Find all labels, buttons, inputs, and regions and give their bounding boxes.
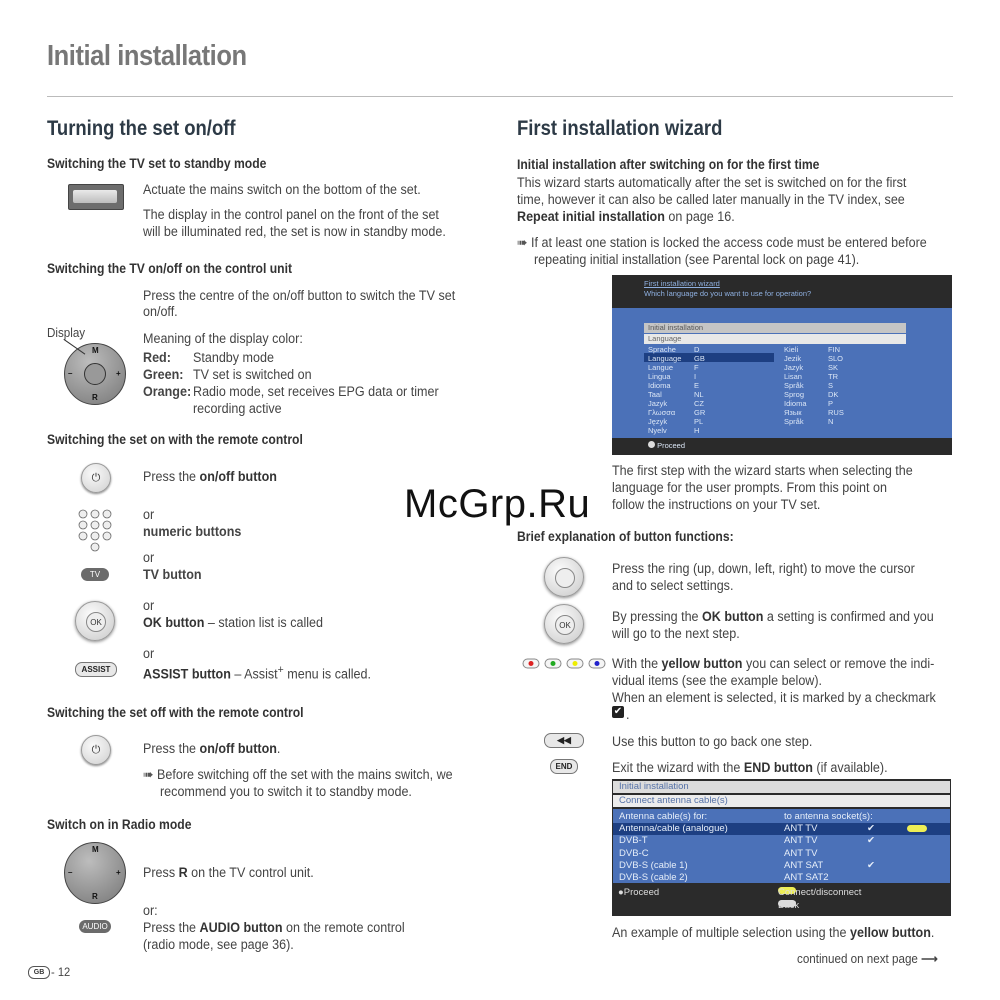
numeric-buttons-icon bbox=[77, 508, 113, 554]
assist-button-icon: ASSIST bbox=[75, 662, 117, 677]
yellow-text-b: vidual items (see the example below). bbox=[612, 673, 823, 688]
watermark: McGrp.Ru bbox=[404, 482, 591, 526]
language-entry[interactable]: D bbox=[694, 345, 700, 354]
language-entry[interactable]: Lisan bbox=[784, 372, 802, 381]
antenna-row[interactable]: DVB-T ANT TV ✔ bbox=[619, 835, 875, 847]
language-entry[interactable]: Jazyk bbox=[648, 399, 668, 408]
language-entry[interactable]: Språk bbox=[784, 417, 804, 426]
language-entry[interactable]: NL bbox=[694, 390, 704, 399]
screen2-proceed[interactable]: ● Proceed bbox=[618, 887, 660, 898]
yellow-text-c: When an element is selected, it is marked by a checkmark bbox=[612, 690, 936, 705]
example-caption: An example of multiple selection using the yellow button. bbox=[612, 925, 935, 940]
right-note-b: repeating initial installation (see Parental lock on page 41). bbox=[534, 252, 860, 267]
ok-ring-icon: OK bbox=[75, 601, 115, 641]
checkmark-icon: ✔ bbox=[867, 835, 875, 847]
checkmark-icon: ✔ bbox=[613, 706, 623, 717]
back-text: Use this button to go back one step. bbox=[612, 734, 813, 749]
standby-subheading: Switching the TV set to standby mode bbox=[47, 156, 267, 171]
screen2-sub: Connect antenna cable(s) bbox=[613, 795, 950, 807]
remote-on-subheading: Switching the set on with the remote control bbox=[47, 432, 303, 447]
checkmark-icon: ✔ bbox=[867, 859, 875, 871]
screen2-connect[interactable]: Connect/disconnect bbox=[778, 887, 862, 898]
screen1-box-sub: Language bbox=[644, 334, 906, 344]
red-label: Red: bbox=[143, 350, 171, 365]
tv-button-icon: TV bbox=[81, 568, 109, 581]
language-entry[interactable]: H bbox=[694, 426, 700, 435]
language-entry[interactable]: Idioma bbox=[648, 381, 671, 390]
green-label: Green: bbox=[143, 367, 184, 382]
antenna-row[interactable]: DVB-S (cable 2) ANT SAT2 bbox=[619, 872, 829, 884]
checkmark-icon: ✔ bbox=[867, 823, 875, 834]
antenna-row[interactable]: DVB-C ANT TV bbox=[619, 847, 818, 859]
right-sub1: Initial installation after switching on for the first time bbox=[517, 157, 820, 172]
language-entry[interactable]: I bbox=[694, 372, 697, 381]
language-entry[interactable]: TR bbox=[828, 372, 838, 381]
radio-audio-line: Press the AUDIO button on the remote control bbox=[143, 920, 405, 935]
language-entry[interactable]: GB bbox=[694, 354, 705, 363]
remote-off-press: Press the on/off button. bbox=[143, 741, 281, 756]
radio-press-r: Press R on the TV control unit. bbox=[143, 865, 314, 880]
right-p1b: time, however it can also be called later manually in the TV index, see bbox=[517, 192, 905, 207]
language-entry[interactable]: P bbox=[828, 399, 834, 408]
language-screen bbox=[612, 275, 952, 455]
title-rule bbox=[47, 96, 953, 97]
back-button-icon: ◀◀ bbox=[544, 733, 584, 748]
right-note-a: ➠ If at least one station is locked the access code must be entered before bbox=[517, 235, 927, 250]
radio-audio-line-b: (radio mode, see page 36). bbox=[143, 937, 294, 952]
control-unit-dial-icon: M R – + bbox=[64, 343, 126, 405]
standby-p2a: The display in the control panel on the front of the set bbox=[143, 207, 439, 222]
language-entry[interactable]: Lingua bbox=[648, 372, 671, 381]
right-p1a: This wizard starts automatically after the set is switched on for the first bbox=[517, 175, 907, 190]
right-p2a: The first step with the wizard starts when selecting the bbox=[612, 463, 913, 478]
yellow-text-a: With the yellow button you can select or remove the indi- bbox=[612, 656, 935, 671]
right-heading: First installation wizard bbox=[517, 117, 723, 140]
language-entry[interactable]: Sprog bbox=[784, 390, 805, 399]
remote-off-subheading: Switching the set off with the remote control bbox=[47, 705, 304, 720]
navigation-ring-icon bbox=[544, 557, 584, 597]
ok-button-line: OK button – station list is called bbox=[143, 615, 323, 630]
standby-p1: Actuate the mains switch on the bottom of the set. bbox=[143, 182, 421, 197]
control-p1a: Press the centre of the on/off button to switch the TV set bbox=[143, 288, 456, 303]
language-entry[interactable]: E bbox=[694, 381, 700, 390]
right-p2b: language for the user prompts. From this point on bbox=[612, 480, 887, 495]
yellow-text-d: . bbox=[626, 707, 630, 722]
language-entry[interactable]: PL bbox=[694, 417, 704, 426]
ring-text-a: Press the ring (up, down, left, right) to move the cursor bbox=[612, 561, 915, 576]
ok-button-icon: OK bbox=[544, 604, 584, 644]
antenna-row[interactable]: DVB-S (cable 1) ANT SAT ✔ bbox=[619, 859, 875, 871]
screen1-head2: Which language do you want to use for operation? bbox=[644, 289, 812, 298]
power-button-icon: ⏻ bbox=[81, 463, 111, 493]
language-entry[interactable]: SK bbox=[828, 363, 839, 372]
gb-badge: GB bbox=[28, 966, 50, 979]
tv-button-label: TV button bbox=[143, 567, 202, 582]
language-entry[interactable]: RUS bbox=[828, 408, 844, 417]
language-entry[interactable]: Jazyk bbox=[784, 363, 804, 372]
end-text: Exit the wizard with the END button (if available). bbox=[612, 760, 888, 775]
control-unit-subheading: Switching the TV on/off on the control unit bbox=[47, 261, 292, 276]
screen1-proceed[interactable]: Proceed bbox=[648, 441, 685, 450]
radio-or: or: bbox=[143, 903, 158, 918]
right-sub2: Brief explanation of button functions: bbox=[517, 529, 734, 544]
language-entry[interactable]: GR bbox=[694, 408, 706, 417]
ok-text-a: By pressing the OK button a setting is confirmed and you bbox=[612, 609, 934, 624]
language-entry[interactable]: Γλωσσα bbox=[648, 408, 676, 417]
antenna-row[interactable]: Antenna/cable (analogue) ANT TV ✔ bbox=[619, 823, 875, 834]
orange-label: Orange: bbox=[143, 384, 192, 399]
standby-p2b: will be illuminated red, the set is now in standby mode. bbox=[143, 224, 446, 239]
radio-subheading: Switch on in Radio mode bbox=[47, 817, 192, 832]
remote-off-note-b: recommend you to switch it to standby mode. bbox=[160, 784, 412, 799]
language-entry[interactable]: Sprache bbox=[648, 345, 676, 354]
continued-note: continued on next page ⟶ bbox=[797, 952, 938, 966]
language-entry[interactable]: DK bbox=[828, 390, 839, 399]
numeric-buttons-label: numeric buttons bbox=[143, 524, 242, 539]
language-entry[interactable]: N bbox=[828, 417, 834, 426]
language-entry[interactable]: CZ bbox=[694, 399, 704, 408]
end-button-icon: END bbox=[550, 759, 578, 774]
right-p2c: follow the instructions on your TV set. bbox=[612, 497, 821, 512]
or-4: or bbox=[143, 646, 155, 661]
language-entry[interactable]: Language bbox=[648, 354, 682, 363]
green-text: TV set is switched on bbox=[193, 367, 312, 382]
control-p1b: on/off. bbox=[143, 304, 178, 319]
language-entry[interactable]: Taal bbox=[648, 390, 662, 399]
screen2-header-row: Antenna cable(s) for: to antenna socket(s): bbox=[619, 811, 873, 822]
language-entry[interactable]: Langue bbox=[648, 363, 674, 372]
or-2: or bbox=[143, 550, 155, 565]
display-meaning: Meaning of the display color: bbox=[143, 331, 303, 346]
screen2-back[interactable]: Back bbox=[778, 900, 800, 911]
screen2-title: Initial installation bbox=[613, 781, 950, 793]
page-title: Initial installation bbox=[47, 40, 247, 72]
or-1: or bbox=[143, 507, 155, 522]
page-number: - 12 bbox=[51, 965, 71, 979]
assist-button-line: ASSIST button – Assist+ menu is called. bbox=[143, 664, 371, 682]
mains-switch-icon bbox=[68, 184, 124, 210]
display-label: Display bbox=[47, 326, 86, 340]
orange-text-b: recording active bbox=[193, 401, 282, 416]
language-entry[interactable]: Kieli bbox=[784, 345, 799, 354]
antenna-screen bbox=[612, 779, 951, 916]
remote-on-press: Press the on/off button bbox=[143, 469, 277, 484]
language-entry[interactable]: Språk bbox=[784, 381, 804, 390]
language-entry[interactable]: S bbox=[828, 381, 834, 390]
screen1-head1: First installation wizard bbox=[644, 279, 720, 288]
audio-button-icon: AUDIO bbox=[79, 920, 111, 933]
radio-dial-icon: M R – + bbox=[64, 842, 126, 904]
language-entry[interactable]: Język bbox=[648, 417, 668, 426]
orange-text-a: Radio mode, set receives EPG data or timer bbox=[193, 384, 439, 399]
power-button-off-icon: ⏻ bbox=[81, 735, 111, 765]
ring-text-b: and to select settings. bbox=[612, 578, 734, 593]
remote-off-note-a: ➠ Before switching off the set with the mains switch, we bbox=[143, 767, 453, 782]
ok-text-b: will go to the next step. bbox=[612, 626, 740, 641]
or-3: or bbox=[143, 598, 155, 613]
language-entry[interactable]: SLO bbox=[828, 354, 844, 363]
language-entry[interactable]: Язык bbox=[784, 408, 802, 417]
language-entry[interactable]: F bbox=[694, 363, 699, 372]
right-p1c: Repeat initial installation on page 16. bbox=[517, 209, 735, 224]
language-entry[interactable]: FIN bbox=[828, 345, 841, 354]
language-entry[interactable]: Jezik bbox=[784, 354, 802, 363]
left-heading: Turning the set on/off bbox=[47, 117, 236, 140]
language-entry[interactable]: Nyelv bbox=[648, 426, 667, 435]
color-buttons-icon bbox=[522, 657, 606, 669]
yellow-indicator bbox=[907, 825, 927, 832]
screen1-box-title: Initial installation bbox=[644, 323, 906, 333]
language-entry[interactable]: Idioma bbox=[784, 399, 807, 408]
red-text: Standby mode bbox=[193, 350, 274, 365]
